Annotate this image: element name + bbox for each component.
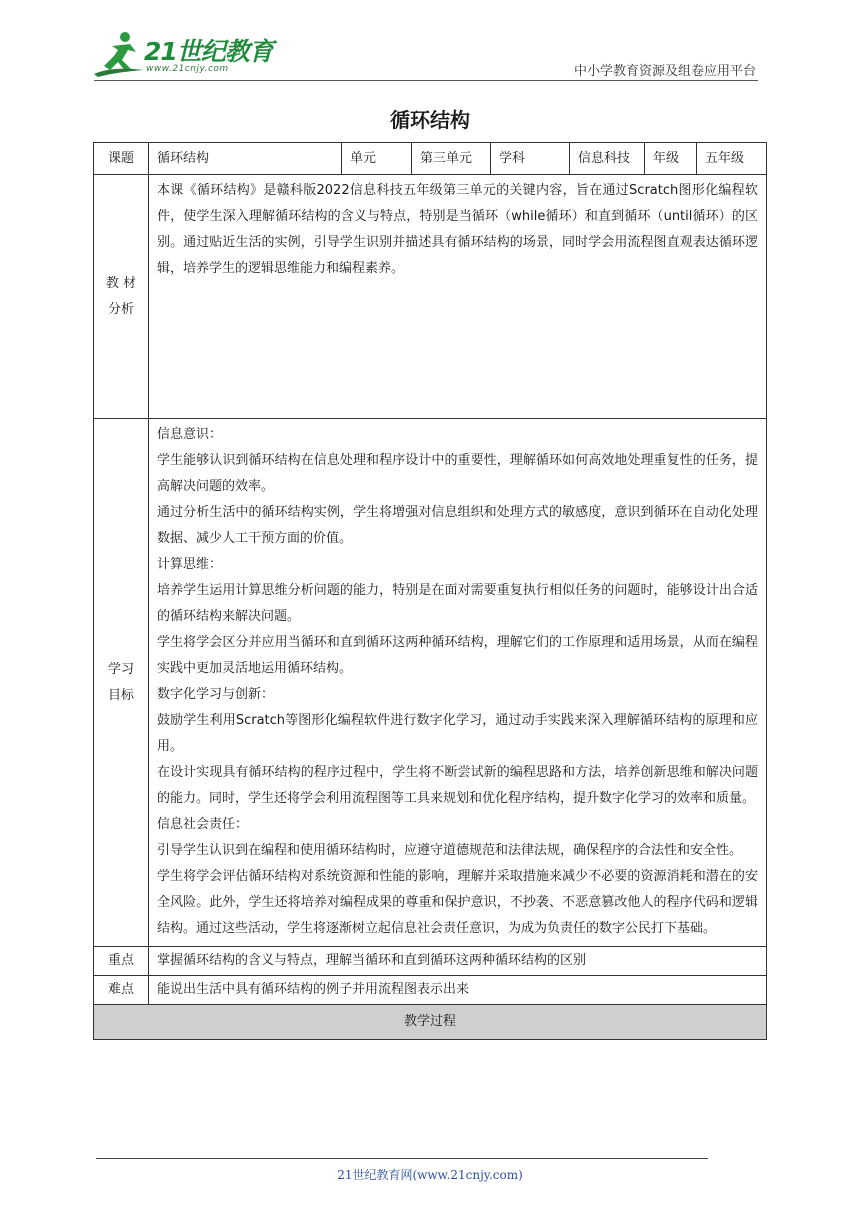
unit-value: 第三单元 xyxy=(412,143,491,175)
goal-paragraph: 培养学生运用计算思维分析问题的能力，特别是在面对需要重复执行相似任务的问题时，能够设计出合适的循环结构来解决问题。 xyxy=(157,583,758,624)
goal-paragraph: 学生能够认识到循环结构在信息处理和程序设计中的重要性，理解循环如何高效地处理重复性的任务，提高解决问题的效率。 xyxy=(157,453,758,494)
info-row xyxy=(94,143,767,175)
goal-paragraph: 引导学生认识到在编程和使用循环结构时，应遵守道德规范和法律法规，确保程序的合法性和安全性。 xyxy=(157,843,743,858)
footer-link[interactable]: 21世纪教育网(www.21cnjy.com) xyxy=(337,1168,523,1182)
learning-goals-text xyxy=(149,419,767,947)
logo-url: www.21cnjy.com xyxy=(146,64,229,74)
learning-goals-label: 学习 目标 xyxy=(94,419,149,947)
site-logo[interactable] xyxy=(92,30,273,80)
footer-divider xyxy=(96,1158,708,1159)
goal-heading: 信息意识： xyxy=(157,427,223,442)
grade-value: 五年级 xyxy=(697,143,767,175)
textbook-analysis-label: 教 材 分析 xyxy=(94,175,149,419)
page-header xyxy=(0,0,860,90)
textbook-analysis-text: 本课《循环结构》是赣科版2022信息科技五年级第三单元的关键内容，旨在通过Scratch图形化编程软件，使学生深入理解循环结构的含义与特点，特别是当循环（while循环）和直到循环（until循环）的区别。通过贴近生活的实例，引导学生识别并描述具有循环结构的场景，同时学会用流程图直观表达循环逻辑，培养学生的逻辑思维能力和编程素养。 xyxy=(149,175,767,419)
difficult-point-row xyxy=(94,976,767,1005)
page-title: 循环结构 xyxy=(390,108,470,132)
textbook-analysis-row xyxy=(94,175,767,419)
header-divider xyxy=(94,80,758,81)
teaching-process-header: 教学过程 xyxy=(94,1005,767,1040)
learning-goals-row xyxy=(94,419,767,947)
grade-label: 年级 xyxy=(645,143,697,175)
unit-label: 单元 xyxy=(342,143,412,175)
difficult-point-label: 难点 xyxy=(94,976,149,1005)
subject-label: 学科 xyxy=(491,143,570,175)
key-point-row xyxy=(94,947,767,976)
goal-heading: 数字化学习与创新： xyxy=(157,687,275,702)
key-point-label: 重点 xyxy=(94,947,149,976)
key-point-text: 掌握循环结构的含义与特点，理解当循环和直到循环这两种循环结构的区别 xyxy=(149,947,767,976)
logo-text: 21世纪教育 xyxy=(144,37,273,66)
subject-value: 信息科技 xyxy=(570,143,645,175)
goal-paragraph: 学生将学会评估循环结构对系统资源和性能的影响，理解并采取措施来减少不必要的资源消耗和潜在的安全风险。此外，学生还将培养对编程成果的尊重和保护意识，不抄袭、不恶意篡改他人的程序代码和逻辑结构。通过这些活动，学生将逐渐树立起信息社会责任意识，为成为负责任的数字公民打下基础。 xyxy=(157,869,758,936)
goal-heading: 计算思维： xyxy=(157,557,223,572)
teaching-process-row xyxy=(94,1005,767,1040)
goal-paragraph: 在设计实现具有循环结构的程序过程中，学生将不断尝试新的编程思路和方法，培养创新思维和解决问题的能力。同时，学生还将学会利用流程图等工具来规划和优化程序结构，提升数字化学习的效率和质量。 xyxy=(157,765,758,806)
difficult-point-text: 能说出生活中具有循环结构的例子并用流程图表示出来 xyxy=(149,976,767,1005)
goal-paragraph: 鼓励学生利用Scratch等图形化编程软件进行数字化学习，通过动手实践来深入理解循环结构的原理和应用。 xyxy=(157,713,758,754)
header-tagline: 中小学教育资源及组卷应用平台 xyxy=(573,64,756,79)
goal-heading: 信息社会责任： xyxy=(157,817,249,832)
topic-value: 循环结构 xyxy=(149,143,342,175)
goal-paragraph: 通过分析生活中的循环结构实例，学生将增强对信息组织和处理方式的敏感度，意识到循环在自动化处理数据、减少人工干预方面的价值。 xyxy=(157,505,758,546)
runner-logo-icon xyxy=(92,30,148,78)
lesson-plan-table xyxy=(93,142,767,1040)
goal-paragraph: 学生将学会区分并应用当循环和直到循环这两种循环结构，理解它们的工作原理和适用场景，从而在编程实践中更加灵活地运用循环结构。 xyxy=(157,635,758,676)
topic-label: 课题 xyxy=(94,143,149,175)
